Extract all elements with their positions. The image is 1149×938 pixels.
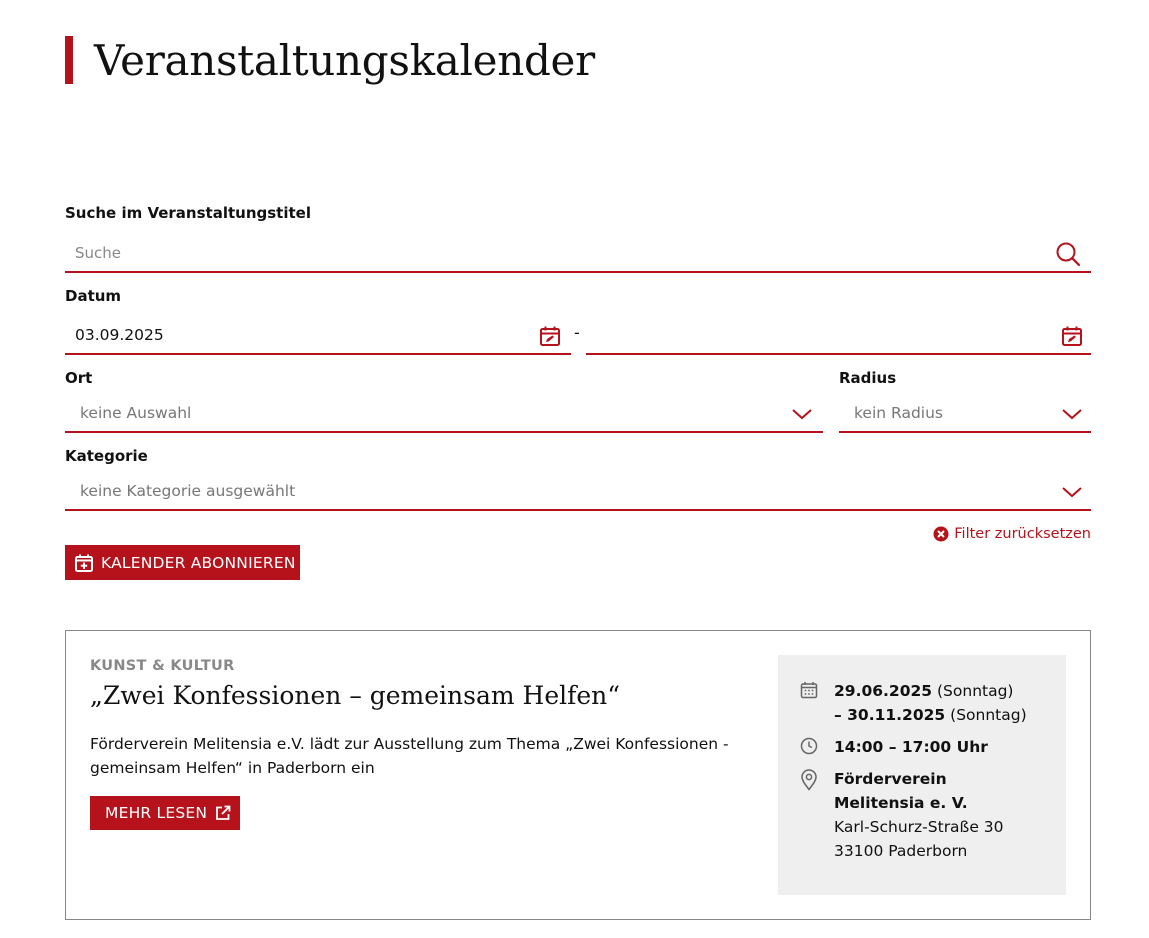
chevron-down-icon[interactable] <box>791 403 813 425</box>
radius-value[interactable]: kein Radius <box>854 404 943 422</box>
event-date-start: 29.06.2025 <box>834 682 933 700</box>
location-value[interactable]: keine Auswahl <box>80 404 192 422</box>
calendar-edit-icon[interactable] <box>539 325 561 347</box>
event-street: Karl-Schurz-Straße 30 <box>834 818 1004 836</box>
close-circle-icon <box>933 526 949 542</box>
event-location-row <box>800 767 1034 863</box>
date-from-value[interactable]: 03.09.2025 <box>75 326 164 344</box>
event-description: Förderverein Melitensia e.V. lädt zur Ausstellung zum Thema „Zwei Konfessionen - gemeinsam Helfen“ in Paderborn ein <box>90 735 729 777</box>
radius-select[interactable] <box>839 395 1091 433</box>
date-label: Datum <box>65 287 122 305</box>
calendar-icon <box>800 681 818 699</box>
calendar-edit-icon[interactable] <box>1061 325 1083 347</box>
category-label: Kategorie <box>65 447 148 465</box>
date-to-field[interactable] <box>586 317 1091 355</box>
chevron-down-icon[interactable] <box>1061 481 1083 503</box>
event-city: 33100 Paderborn <box>834 842 968 860</box>
category-select[interactable] <box>65 473 1091 511</box>
search-field <box>65 235 1091 273</box>
event-date-end: – 30.11.2025 <box>834 706 946 724</box>
calendar-plus-icon <box>75 554 93 572</box>
search-icon[interactable] <box>1055 241 1081 267</box>
location-label: Ort <box>65 369 93 387</box>
search-label: Suche im Veranstaltungstitel <box>65 204 311 222</box>
radius-label: Radius <box>839 369 897 387</box>
event-date-end-day: (Sonntag) <box>950 706 1027 724</box>
event-time: 14:00 – 17:00 Uhr <box>834 738 988 756</box>
date-range-separator: - <box>574 323 580 342</box>
map-pin-icon <box>800 769 818 791</box>
clock-icon <box>800 737 818 755</box>
event-category: KUNST & KULTUR <box>90 658 235 674</box>
title-accent-bar <box>65 36 73 84</box>
location-select[interactable] <box>65 395 823 433</box>
subscribe-calendar-button[interactable] <box>65 545 300 580</box>
subscribe-calendar-label: KALENDER ABONNIEREN <box>101 553 296 572</box>
read-more-label: MEHR LESEN <box>105 804 208 822</box>
date-from-field[interactable] <box>65 317 571 355</box>
event-date-start-day: (Sonntag) <box>937 682 1014 700</box>
reset-filter-label: Filter zurücksetzen <box>954 526 1091 542</box>
event-venue: Förderverein Melitensia e. V. <box>834 770 968 812</box>
read-more-button[interactable] <box>90 796 240 830</box>
category-value[interactable]: keine Kategorie ausgewählt <box>80 482 296 500</box>
reset-filter-link[interactable] <box>933 526 1091 542</box>
event-time-row <box>800 735 988 759</box>
event-title[interactable]: „Zwei Konfessionen – gemeinsam Helfen“ <box>90 681 621 710</box>
event-card <box>65 630 1091 920</box>
chevron-down-icon[interactable] <box>1061 403 1083 425</box>
external-link-icon <box>215 805 231 821</box>
search-input[interactable] <box>65 235 1091 271</box>
event-date-row <box>800 679 1027 727</box>
page-title: Veranstaltungskalender <box>94 36 595 85</box>
event-info-panel <box>778 655 1066 895</box>
